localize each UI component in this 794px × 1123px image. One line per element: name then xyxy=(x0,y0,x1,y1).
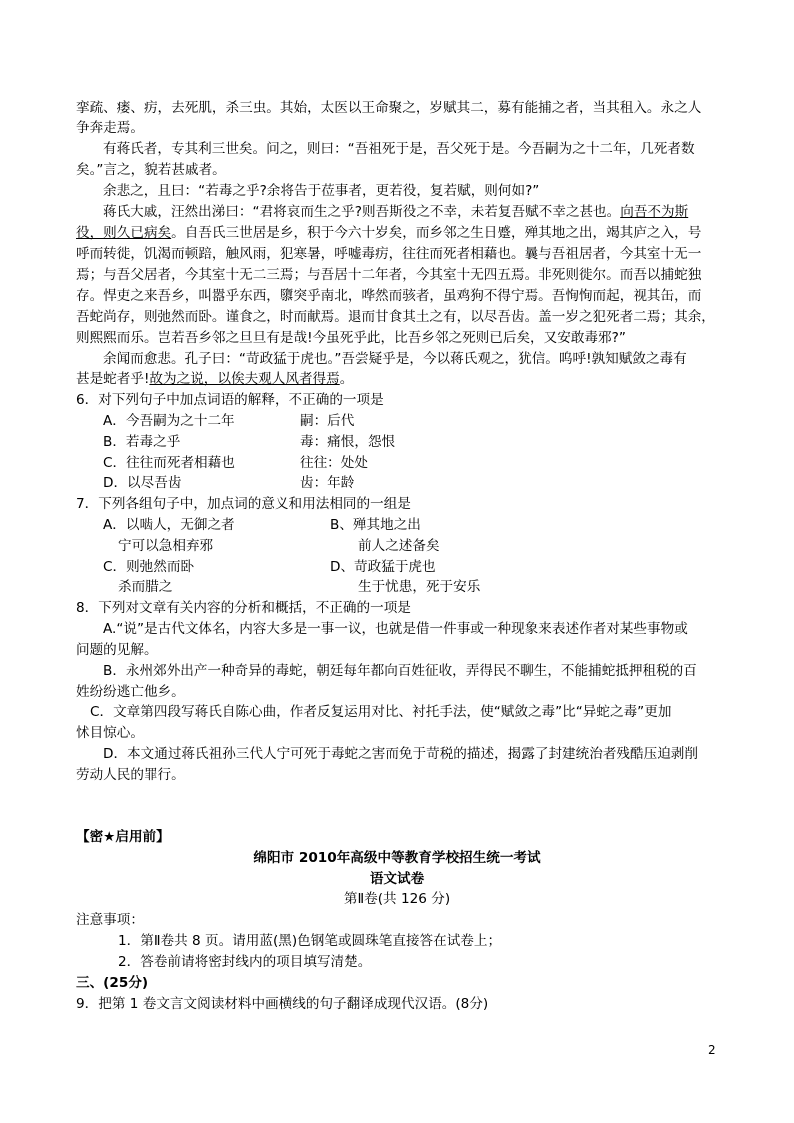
passage-text: 蒋氏大戚，汪然出涕曰：“君将哀而生之乎?则吾斯役之不幸，未若复吾赋不幸之甚也。 xyxy=(103,204,621,220)
question-6: 6．对下列句子中加点词语的解释，不正确的一项是 xyxy=(76,392,384,408)
option-c-pair: 杀而腊之 xyxy=(118,579,173,595)
option-a: A．今吾嗣为之十二年 xyxy=(103,413,235,429)
option-c: C．往往而死者相藉也 xyxy=(103,455,235,471)
option-b-gloss: 毒：痛恨，怨恨 xyxy=(300,434,396,450)
passage-line: 呼而转徙，饥渴而顿踣，触风雨，犯寒暑，呼嘘毒疠，往往而死者相藉也。曩与吾祖居者，今其室十无一 xyxy=(76,246,702,262)
option-a: A.“说”是古代文体名，内容大多是一事一议，也就是借一件事或一种现象来表述作者对某些事物或 xyxy=(103,621,688,637)
passage-text: 。自吾氏三世居是乡，积于今六十岁矣，而乡邻之生日蹙，殚其地之出，竭其庐之入，号 xyxy=(171,225,702,241)
passage-line xyxy=(76,223,701,243)
question-8: 8．下列对文章有关内容的分析和概括，不正确的一项是 xyxy=(76,600,411,616)
option-c: C．文章第四段写蒋氏自陈心曲，作者反复运用对比、衬托手法，使“赋敛之毒”比“异蛇之毒”更加 xyxy=(90,704,672,720)
passage-line xyxy=(103,202,688,222)
option-b-pair: 前人之述备矣 xyxy=(358,538,440,554)
option-d: D．本文通过蒋氏祖孙三代人宁可死于毒蛇之害而免于苛税的描述，揭露了封建统治者残酷压迫剥削 xyxy=(103,746,698,762)
passage-line: 挛疏、瘘、疠，去死肌，杀三虫。其始，太医以王命聚之，岁赋其二，募有能捕之者，当其租入。永之人 xyxy=(76,100,702,116)
passage-line: 有蒋氏者，专其利三世矣。问之，则曰：“吾祖死于是，吾父死于是。今吾嗣为之十二年，几死者数 xyxy=(103,141,695,157)
volume-title: 第Ⅱ卷(共 126 分) xyxy=(343,891,451,907)
underlined-sentence: 役，则久已病矣 xyxy=(76,225,172,241)
option-a-gloss: 嗣：后代 xyxy=(300,413,355,429)
option-c-cont: 怵目惊心。 xyxy=(76,725,144,741)
option-a: A．以啮人，无御之者 xyxy=(103,517,235,533)
option-c: C．则弛然而卧 xyxy=(103,559,195,575)
passage-line: 争奔走焉。 xyxy=(76,120,144,136)
option-c-gloss: 往往：处处 xyxy=(300,455,368,471)
option-d-pair: 生于忧患，死于安乐 xyxy=(358,579,481,595)
passage-text: 甚是蛇者乎! xyxy=(76,371,150,387)
passage-line: 吾蛇尚存，则弛然而卧。谨食之，时而献焉。退而甘食其土之有，以尽吾齿。盖一岁之犯死者二焉；其余， xyxy=(76,309,715,325)
option-d-gloss: 齿：年龄 xyxy=(300,475,355,491)
note-item: 1．第Ⅱ卷共 8 页。请用蓝(黑)色钢笔或圆珠笔直接答在试卷上； xyxy=(118,933,502,949)
option-b: B．若毒之乎 xyxy=(103,434,181,450)
passage-text: 。 xyxy=(339,371,354,387)
option-a-pair: 宁可以急相弃邪 xyxy=(118,538,214,554)
section-heading: 三、(25分) xyxy=(76,975,149,991)
question-7: 7．下列各组句子中，加点词的意义和用法相同的一组是 xyxy=(76,496,411,512)
option-d: D．以尽吾齿 xyxy=(103,475,182,491)
passage-line: 矣。”言之，貌若甚戚者。 xyxy=(76,162,226,178)
option-d-cont: 劳动人民的罪行。 xyxy=(76,767,185,783)
subject-title: 语文试卷 xyxy=(369,871,425,887)
exam-title: 绵阳市 2010年高级中等教育学校招生统一考试 xyxy=(253,850,541,866)
passage-line: 焉；与吾父居者，今其室十无二三焉；与吾居十二年者，今其室十无四五焉。非死则徙尔。而吾以捕蛇独 xyxy=(76,267,702,283)
passage-line: 存。悍吏之来吾乡，叫嚣乎东西，隳突乎南北，哗然而骇者，虽鸡狗不得宁焉。吾恂恂而起，视其缶，而 xyxy=(76,288,702,304)
page-number: 2 xyxy=(708,1043,716,1057)
option-b: B、殚其地之出 xyxy=(330,517,421,533)
option-d: D、苛政猛于虎也 xyxy=(330,559,436,575)
passage-line xyxy=(76,369,353,389)
passage-line: 余闻而愈悲。孔子曰：“苛政猛于虎也。”吾尝疑乎是，今以蒋氏观之，犹信。呜呼!孰知赋敛之毒有 xyxy=(103,351,687,367)
notes-heading: 注意事项： xyxy=(76,912,144,928)
note-item: 2．答卷前请将密封线内的项目填写清楚。 xyxy=(118,954,372,970)
confidential-mark: 【密★启用前】 xyxy=(76,829,170,845)
passage-line: 则熙熙而乐。岂若吾乡邻之旦旦有是哉!今虽死乎此，比吾乡邻之死则已后矣，又安敢毒邪?” xyxy=(76,330,626,346)
passage-line: 余悲之，且曰：“若毒之乎?余将告于莅事者，更若役，复若赋，则何如?” xyxy=(103,183,540,199)
option-b-cont: 姓纷纷逃亡他乡。 xyxy=(76,684,185,700)
question-9: 9．把第 1 卷文言文阅读材料中画横线的句子翻译成现代汉语。(8分) xyxy=(76,996,489,1012)
option-a-cont: 问题的见解。 xyxy=(76,642,158,658)
underlined-sentence: 故为之说，以俟夫观人风者得焉 xyxy=(149,371,340,387)
underlined-sentence: 向吾不为斯 xyxy=(620,204,689,220)
option-b: B．永州郊外出产一种奇异的毒蛇，朝廷每年都向百姓征收，弄得民不聊生，不能捕蛇抵押租税的百 xyxy=(103,663,697,679)
